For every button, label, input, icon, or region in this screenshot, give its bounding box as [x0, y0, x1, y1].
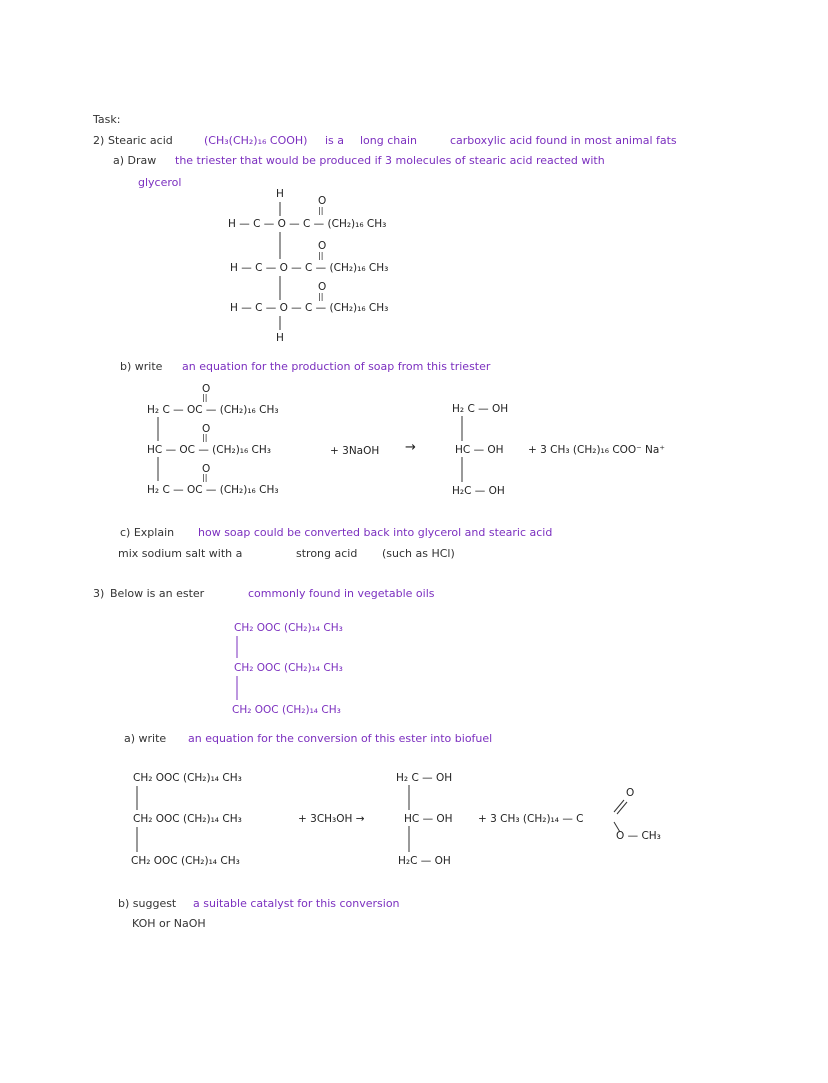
biofuel-methoxy: O — CH₃ [616, 830, 661, 842]
task-heading: Task: [93, 113, 121, 126]
ester-row-3: CH₂ OOC (CH₂)₁₄ CH₃ [232, 704, 341, 716]
glycerol-row-2: HC — OH [455, 444, 504, 456]
bond-line [617, 802, 627, 814]
triester-bottom-h: H [276, 332, 284, 344]
triester-top-h: H [276, 188, 284, 200]
bio-ester-row-1: CH₂ OOC (CH₂)₁₄ CH₃ [133, 772, 242, 784]
reaction-arrow-1: → [405, 440, 416, 455]
triester-dbl-2: || [318, 251, 324, 260]
bio-ester-row-3: CH₂ OOC (CH₂)₁₄ CH₃ [131, 855, 240, 867]
soap-o-2: O [202, 423, 211, 435]
q2-intro-d: carboxylic acid found in most animal fats [450, 134, 677, 147]
soap-reactant-row-1: H₂ C — OC — (CH₂)₁₆ CH₃ [147, 404, 279, 416]
bond-line [614, 822, 620, 832]
q2-intro-c: long chain [360, 134, 418, 147]
q3b-label: b) suggest [118, 897, 177, 910]
triester-dbl-3: || [318, 292, 324, 301]
triester-row-1: H — C — O — C — (CH₂)₁₆ CH₃ [228, 218, 387, 230]
triester-dbl-1: || [318, 206, 324, 215]
triester-row-2: H — C — O — C — (CH₂)₁₆ CH₃ [230, 262, 389, 274]
q3b-text: a suitable catalyst for this conversion [193, 897, 400, 910]
bond-line [614, 800, 624, 812]
q2a-text: the triester that would be produced if 3 molecules of stearic acid reacted with [175, 154, 605, 167]
biofuel-product: + 3 CH₃ (CH₂)₁₄ — C [478, 813, 584, 825]
q3-intro-a: Below is an ester [110, 587, 205, 600]
q2a-text2: glycerol [138, 176, 182, 189]
ester-row-1: CH₂ OOC (CH₂)₁₄ CH₃ [234, 622, 343, 634]
triester-o-2: O [318, 240, 327, 252]
bio-glycerol-row-2: HC — OH [404, 813, 453, 825]
q2-intro-b: is a [325, 134, 345, 147]
methanol-reagent: + 3CH₃OH → [298, 813, 365, 825]
triester-o-1: O [318, 195, 327, 207]
soap-o-3: O [202, 463, 211, 475]
soap-reactant-row-3: H₂ C — OC — (CH₂)₁₆ CH₃ [147, 484, 279, 496]
bio-ester-row-2: CH₂ OOC (CH₂)₁₄ CH₃ [133, 813, 242, 825]
q2c-answer-b: strong acid [296, 547, 358, 560]
q2c-label: c) Explain [120, 526, 175, 539]
q3b-answer: KOH or NaOH [132, 917, 206, 930]
q2-number: 2) [93, 134, 105, 147]
triester-row-3: H — C — O — C — (CH₂)₁₆ CH₃ [230, 302, 389, 314]
q2b-text: an equation for the production of soap from this triester [182, 360, 491, 373]
q2-intro-formula: (CH₃(CH₂)₁₆ COOH) [204, 134, 308, 147]
glycerol-row-3: H₂C — OH [452, 485, 505, 497]
q2c-text: how soap could be converted back into glycerol and stearic acid [198, 526, 553, 539]
ester-row-2: CH₂ OOC (CH₂)₁₄ CH₃ [234, 662, 343, 674]
soap-product: + 3 CH₃ (CH₂)₁₆ COO⁻ Na⁺ [528, 444, 665, 456]
q2c-answer-a: mix sodium salt with a [118, 547, 243, 560]
soap-o-1: O [202, 383, 211, 395]
q3-intro-b: commonly found in vegetable oils [248, 587, 435, 600]
biofuel-carbonyl-o: O [626, 787, 635, 799]
q3a-text: an equation for the conversion of this ester into biofuel [188, 732, 493, 745]
q3a-label: a) write [124, 732, 167, 745]
q2c-answer-c: (such as HCl) [382, 547, 455, 560]
triester-o-3: O [318, 281, 327, 293]
soap-dbl-1: || [202, 393, 208, 402]
glycerol-row-1: H₂ C — OH [452, 403, 509, 415]
q2a-label: a) Draw [113, 154, 157, 167]
q3-number: 3) [93, 587, 105, 600]
naoh-reagent: + 3NaOH [330, 445, 380, 457]
bio-glycerol-row-1: H₂ C — OH [396, 772, 453, 784]
soap-dbl-3: || [202, 473, 208, 482]
soap-dbl-2: || [202, 433, 208, 442]
q2b-label: b) write [120, 360, 163, 373]
bio-glycerol-row-3: H₂C — OH [398, 855, 451, 867]
q2-intro-a: Stearic acid [108, 134, 173, 147]
soap-reactant-row-2: HC — OC — (CH₂)₁₆ CH₃ [147, 444, 271, 456]
